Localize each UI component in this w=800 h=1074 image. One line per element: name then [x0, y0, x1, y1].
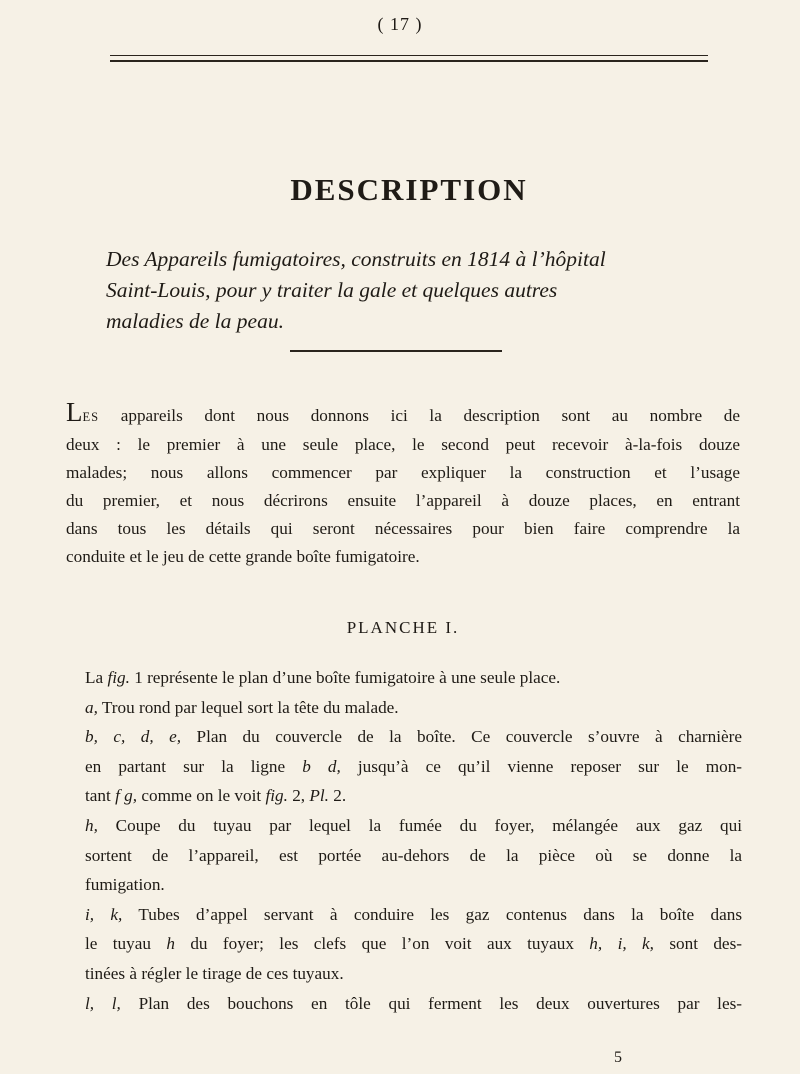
legend-entries	[66, 663, 742, 1018]
signature-mark: 5	[614, 1049, 622, 1066]
page-number: ( 17 )	[377, 14, 423, 34]
legend-entry: h, Coupe du tuyau par lequel la fumée du foyer, mélangée aux gaz qui sortent de l’appareil, est portée au-dehors de la pièce où se donne la fumigation.	[85, 815, 742, 895]
entry-key: h,	[85, 815, 98, 835]
legend-entry: b, c, d, e, Plan du couvercle de la boîte. Ce couvercle s’ouvre à charnière en partant sur la ligne b d, jusqu’à ce qu’il vienne reposer sur le mon- tant f g, comme on le voit fig. 2, Pl. 2.	[85, 727, 743, 806]
page-title: DESCRIPTION	[290, 172, 528, 207]
subtitle-line: maladies de la peau.	[106, 309, 284, 333]
intro-line: LES appareils dont nous donnons ici la description sont au nombre de	[66, 397, 740, 427]
legend-entry: l, l, Plan des bouchons en tôle qui ferment les deux ouvertures par les-	[85, 993, 742, 1013]
entry-key: b, c, d, e,	[85, 727, 182, 747]
entry-key: i, k,	[85, 904, 123, 924]
intro-line: dans tous les détails qui seront nécessaires pour bien faire comprendre la	[66, 519, 740, 538]
intro-line: malades; nous allons commencer par expliquer la construction et l’usage	[66, 463, 740, 482]
intro-line: du premier, et nous décrirons ensuite l’appareil à douze places, en entrant	[66, 491, 740, 510]
divider-rule	[290, 350, 502, 352]
intro-paragraph	[66, 397, 740, 571]
intro-line: deux : le premier à une seule place, le second peut recevoir à-la-fois douze	[66, 435, 740, 454]
subtitle-line: Des Appareils fumigatoires, construits en 1814 à l’hôpital	[106, 247, 606, 271]
subtitle-line: Saint-Louis, pour y traiter la gale et quelques autres	[106, 278, 558, 302]
top-rule	[110, 55, 708, 62]
drop-cap: L	[66, 397, 83, 427]
entry-key: l, l,	[85, 993, 121, 1013]
intro-line: conduite et le jeu de cette grande boîte fumigatoire.	[66, 547, 420, 566]
plate-heading: PLANCHE I.	[346, 618, 460, 637]
legend-entry: i, k, Tubes d’appel servant à conduire les gaz contenus dans la boîte dans le tuyau h du foyer; les clefs que l’on voit aux tuyaux h, i, k, sont des- tinées à régler le tirage de ces tuyaux.	[85, 904, 743, 983]
small-caps: ES	[82, 410, 100, 424]
entry-key: a,	[85, 697, 98, 717]
legend-entry: La fig. 1 représente le plan d’une boîte fumigatoire à une seule place.	[85, 668, 561, 687]
legend-entry: a, Trou rond par lequel sort la tête du malade.	[85, 697, 399, 717]
subtitle	[106, 244, 726, 337]
